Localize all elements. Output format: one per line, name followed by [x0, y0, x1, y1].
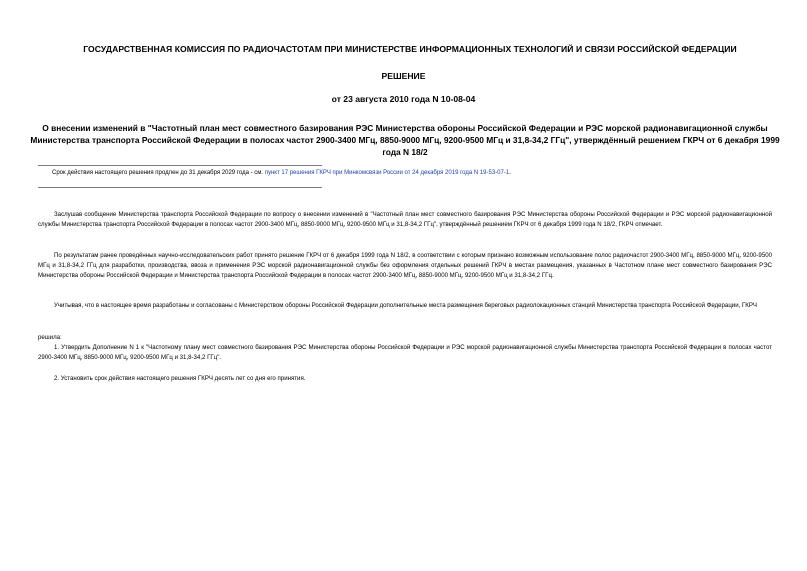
document-title: О внесении изменений в "Частотный план мест совместного базирования РЭС Министерства обороны Российской Федерации и РЭС морской радионавигационной службы Министерства транспорта Российской Федерации в полосах частот 2900-3400 МГц, 8850-9000 МГц, 9200-9500 МГц и 31,8-34,2 ГГц", утверждённый решением ГКРЧ от 6 декабря 1999 года N 18/2 [30, 123, 780, 158]
document-date: от 23 августа 2010 года N 10-08-04 [331, 94, 476, 104]
resolution-word-text: решила: [38, 334, 62, 341]
resolution-word [38, 333, 772, 343]
paragraph-item-1-text: 1. Утвердить Дополнение N 1 к "Частотному плану мест совместного базирования РЭС Министерства обороны Российской Федерации и РЭС морской радионавигационной службы Министерства транспорта Российской Федерации в полосах частот 2900-3400 МГц, 8850-9000 МГц, 9200-9500 МГц и 31,8-34,2 ГГц". [38, 344, 772, 362]
paragraph-3-text: Учитывая, что в настоящее время разработаны и согласованы с Министерством обороны Российской Федерации дополнительные места размещения береговых радиолокационных станций Министерства транспорта Российской Федерации, ГКРЧ [54, 302, 757, 309]
paragraph-item-1 [38, 343, 772, 364]
paragraph-2 [38, 251, 772, 292]
paragraph-1 [38, 210, 772, 231]
note-bottom-divider [38, 187, 322, 188]
paragraph-item-2-text: 2. Установить срок действия настоящего решения ГКРЧ десять лет со дня его принятия. [54, 375, 306, 382]
paragraph-2-text: По результатам ранее проведённых научно-исследовательских работ принято решение ГКРЧ от 6 декабря 1999 года N 18/2, в соответствии с которым признано возможным использование полос радиочастот 2900-3400 МГц, 8850-9000 МГц, 9200-9500 МГц и 31,8-34,2 ГГц для разработки, производства, ввоза и применения РЭС морской радионавигационной службы без оформления отдельных решений ГКРЧ в местах размещения, указанных в Частотном плане мест совместного базирования РЭС Министерства обороны Российской Федерации и Министерства транспорта Российской Федерации в полосах частот 2900-3400 МГц, 8850-9000 МГц, 9200-9500 МГц и 31,8-34,2 ГГц. [38, 252, 772, 280]
paragraph-item-2 [38, 374, 772, 384]
validity-note [52, 170, 511, 176]
note-text-after: . [509, 170, 511, 176]
paragraph-3 [38, 301, 772, 322]
note-top-divider [38, 165, 322, 166]
document-type: РЕШЕНИЕ [381, 71, 426, 81]
note-text-before: Срок действия настоящего решения продлен до 31 декабря 2029 года - см. [52, 170, 265, 176]
issuing-organization: ГОСУДАРСТВЕННАЯ КОМИССИЯ ПО РАДИОЧАСТОТАМ ПРИ МИНИСТЕРСТВЕ ИНФОРМАЦИОННЫХ ТЕХНОЛОГИЙ И СВЯЗИ РОССИЙСКОЙ ФЕДЕРАЦИИ [83, 44, 737, 54]
paragraph-1-text: Заслушав сообщение Министерства транспорта Российской Федерации по вопросу о внесении изменений в "Частотный план мест совместного базирования РЭС Министерства обороны Российской Федерации и РЭС морской радионавигационной службы Министерства транспорта Российской Федерации в полосах частот 2900-3400 МГц, 8850-9000 МГц, 9200-9500 МГц и 31,8-34,2 ГГц", утверждённый решением ГКРЧ от 6 декабря 1999 года N 18/2, ГКРЧ отмечает. [38, 211, 772, 229]
note-link[interactable]: пункт 17 решения ГКРЧ при Минкомсвязи России от 24 декабря 2019 года N 19-53-07-1 [264, 170, 510, 176]
